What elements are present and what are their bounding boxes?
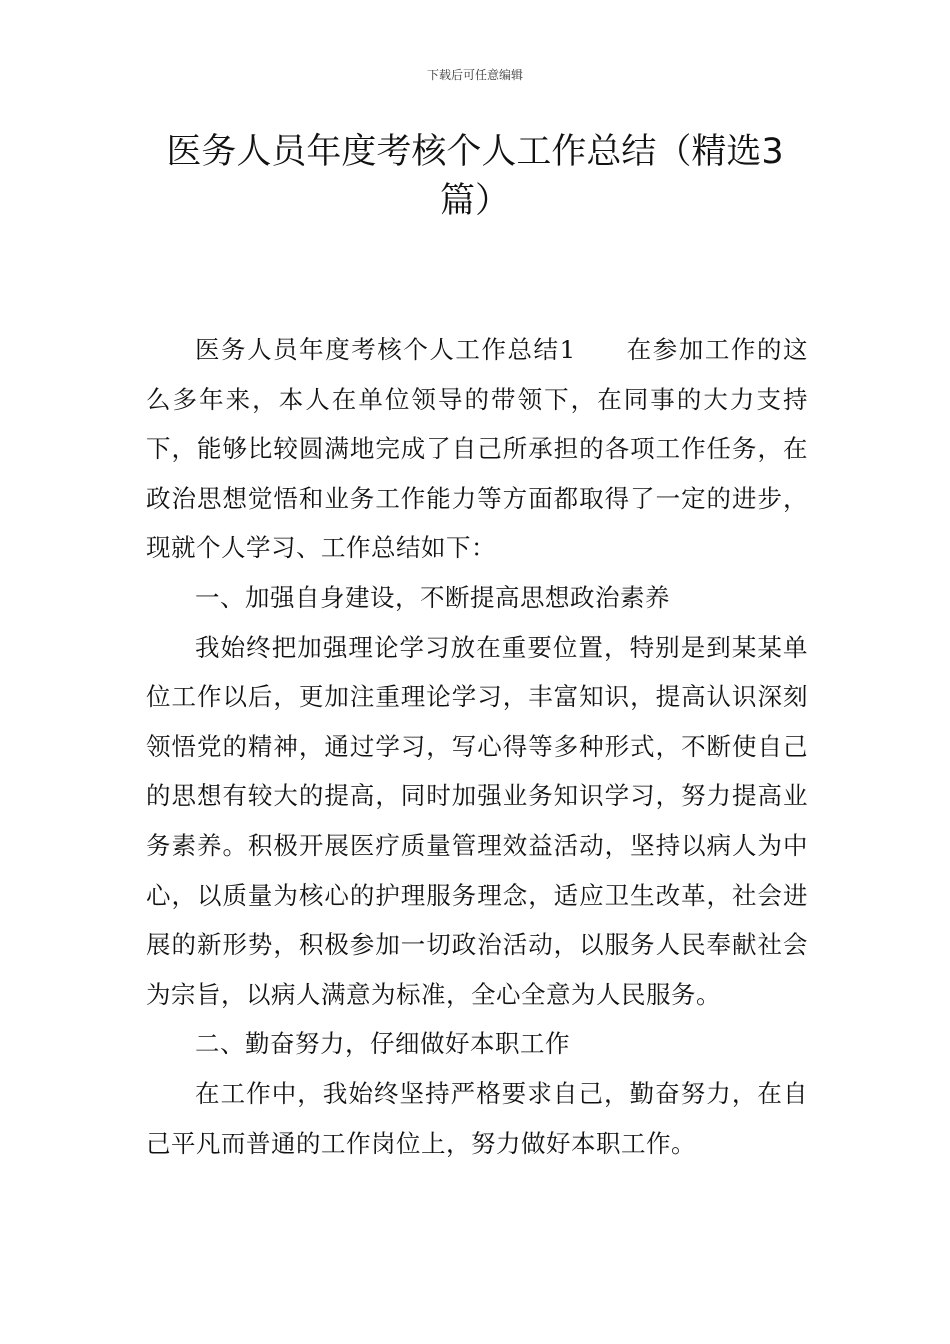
document-body xyxy=(146,325,808,1168)
paragraph-work: 在工作中，我始终坚持严格要求自己，勤奋努力，在自己平凡而普通的工作岗位上，努力做好本职工作。 xyxy=(146,1078,808,1158)
paragraph-study: 我始终把加强理论学习放在重要位置，特别是到某某单位工作以后，更加注重理论学习，丰富知识，提高认识深刻领悟党的精神，通过学习，写心得等多种形式，不断使自己的思想有较大的提高，同时加强业务知识学习，努力提高业务素养。积极开展医疗质量管理效益活动，坚持以病人为中心，以质量为核心的护理服务理念，适应卫生改革，社会进展的新形势，积极参加一切政治活动，以服务人民奉献社会为宗旨，以病人满意为标准，全心全意为人民服务。 xyxy=(146,632,808,1009)
document-title: 医务人员年度考核个人工作总结（精选3篇） xyxy=(166,132,784,221)
section-heading-1: 医务人员年度考核个人工作总结1 xyxy=(195,335,576,364)
paragraph-intro xyxy=(146,325,808,573)
paragraph-intro-text: 在参加工作的这么多年来，本人在单位领导的带领下，在同事的大力支持下，能够比较圆满地完成了自己所承担的各项工作任务，在政治思想觉悟和业务工作能力等方面都取得了一定的进步，现就个人学习、工作总结如下： xyxy=(146,335,809,563)
download-note: 下载后可任意编辑 xyxy=(426,68,523,82)
section-heading-two: 二、勤奋努力，仔细做好本职工作 xyxy=(195,1029,570,1059)
section-heading-one: 一、加强自身建设，不断提高思想政治素养 xyxy=(195,582,670,612)
